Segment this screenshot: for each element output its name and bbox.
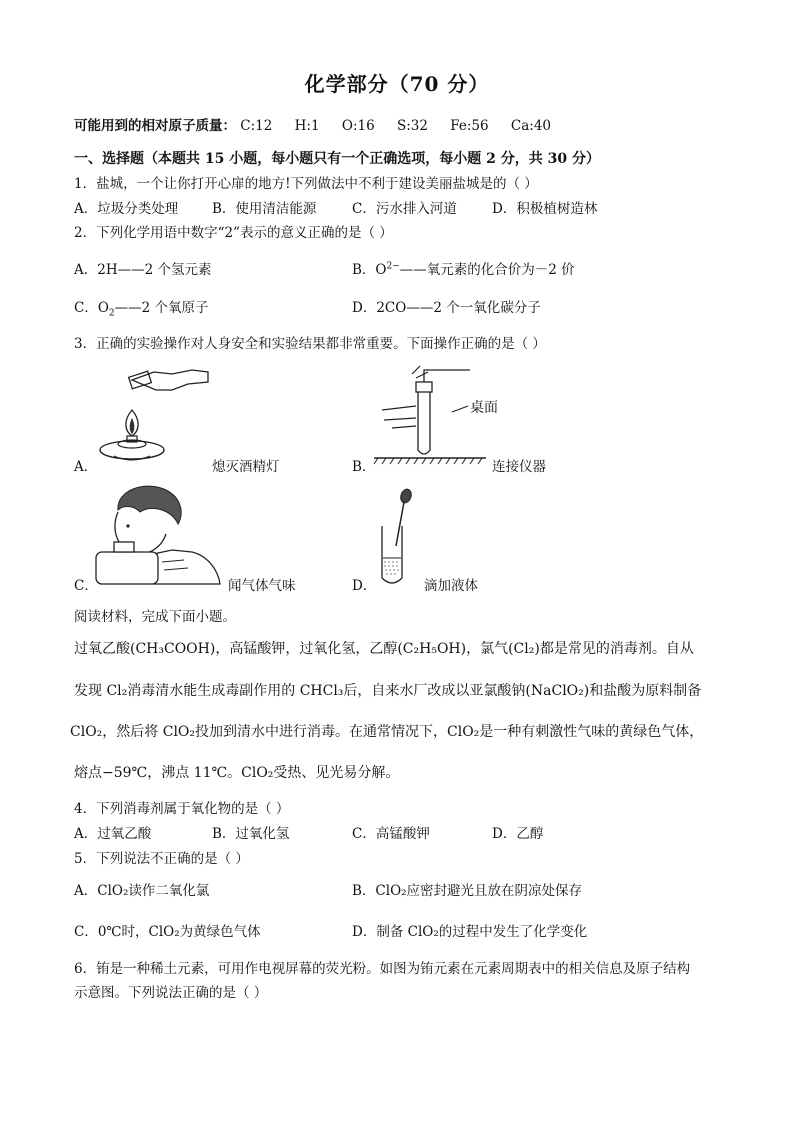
option-formula: B．O bbox=[352, 262, 387, 278]
question-3-option-a-label: 熄灭酒精灯 bbox=[212, 459, 280, 475]
question-3-option-b: B． bbox=[352, 459, 376, 475]
question-5-option-b: B．ClO₂应密封避光且放在阴凉处保存 bbox=[352, 883, 583, 899]
reading-line: ClO₂，然后将 ClO₂投加到清水中进行消毒。在通常情况下，ClO₂是一种有刺激性气味的黄绿色气体， bbox=[70, 724, 704, 740]
question-3-option-a: A． bbox=[74, 459, 98, 475]
question-1-option-b: B．使用清洁能源 bbox=[212, 201, 317, 217]
option-text: ——2 个氧原子 bbox=[114, 300, 209, 316]
question-5-option-d: D．制备 ClO₂的过程中发生了化学变化 bbox=[352, 924, 588, 940]
question-6-stem-line: 示意图。下列说法正确的是（ ） bbox=[74, 985, 268, 1001]
question-4-option-c: C．高锰酸钾 bbox=[352, 826, 430, 842]
alcohol-lamp-illustration bbox=[92, 360, 212, 470]
atomic-mass-label: 可能用到的相对原子质量： bbox=[74, 118, 236, 134]
question-5-option-c: C．0℃时，ClO₂为黄绿色气体 bbox=[74, 924, 261, 940]
atomic-mass-line bbox=[74, 114, 569, 134]
question-2-option-c bbox=[74, 296, 209, 319]
question-1-stem: 1．盐城，一个让你打开心扉的地方!下列做法中不利于建设美丽盐城是的（ ） bbox=[74, 176, 538, 192]
question-1-option-c: C．污水排入河道 bbox=[352, 201, 457, 217]
option-formula: A．2H bbox=[74, 262, 118, 278]
question-1-option-d: D．积极植树造林 bbox=[492, 201, 598, 217]
question-3-stem: 3．正确的实验操作对人身安全和实验结果都非常重要。下面操作正确的是（ ） bbox=[74, 336, 546, 352]
option-text: ——氧元素的化合价为－2 价 bbox=[399, 262, 575, 278]
question-3-option-d: D． bbox=[352, 578, 377, 594]
atomic-mass-item: O:16 bbox=[341, 118, 375, 134]
option-text: ——2 个氢元素 bbox=[117, 262, 212, 278]
question-3-option-d-label: 滴加液体 bbox=[424, 578, 478, 594]
question-2-stem: 2．下列化学用语中数字“2”表示的意义正确的是（ ） bbox=[74, 225, 393, 241]
reading-line: 发现 Cl₂消毒清水能生成毒副作用的 CHCl₃后，自来水厂改成以亚氯酸钠(NaClO₂)和盐酸为原料制备 bbox=[74, 683, 702, 699]
smell-gas-illustration bbox=[92, 480, 232, 586]
atomic-mass-item: H:1 bbox=[294, 118, 320, 134]
question-5-option-a: A．ClO₂读作二氧化氯 bbox=[74, 883, 210, 899]
section-heading: 一、选择题（本题共 15 小题，每小题只有一个正确选项，每小题 2 分，共 30 分） bbox=[74, 151, 600, 167]
question-2-option-b bbox=[352, 258, 575, 278]
reading-line: 熔点−59℃，沸点 11℃。ClO₂受热、见光易分解。 bbox=[74, 765, 400, 781]
reading-line: 过氧乙酸(CH₃COOH)，高锰酸钾，过氧化氢，乙醇(C₂H₅OH)，氯气(Cl₂)都是常见的消毒剂。自从 bbox=[74, 641, 694, 657]
question-4-option-a: A．过氧乙酸 bbox=[74, 826, 152, 842]
atomic-mass-item: Ca:40 bbox=[510, 118, 552, 134]
question-5-stem: 5．下列说法不正确的是（ ） bbox=[74, 851, 249, 867]
reading-intro: 阅读材料，完成下面小题。 bbox=[74, 609, 236, 625]
question-2-option-a bbox=[74, 258, 212, 278]
drop-liquid-illustration bbox=[378, 488, 418, 588]
question-2-option-d bbox=[352, 296, 541, 316]
option-text: ——2 个一氧化碳分子 bbox=[406, 300, 541, 316]
atomic-mass-item: Fe:56 bbox=[450, 118, 489, 134]
question-3-option-c: C． bbox=[74, 578, 98, 594]
atomic-mass-item: C:12 bbox=[240, 118, 273, 134]
question-4-option-b: B．过氧化氢 bbox=[212, 826, 290, 842]
question-1-option-a: A．垃圾分类处理 bbox=[74, 201, 179, 217]
question-4-option-d: D．乙醇 bbox=[492, 826, 544, 842]
question-3-option-b-label: 连接仪器 bbox=[492, 459, 546, 475]
option-formula: C．O bbox=[74, 300, 109, 316]
desk-label: 桌面 bbox=[470, 400, 498, 416]
question-6-stem-line: 6．铕是一种稀土元素，可用作电视屏幕的荧光粉。如图为铕元素在元素周期表中的相关信息及原子结构 bbox=[74, 961, 691, 977]
question-3-option-c-label: 闻气体气味 bbox=[228, 578, 296, 594]
question-4-stem: 4．下列消毒剂属于氧化物的是（ ） bbox=[74, 801, 290, 817]
subscript: 2 bbox=[108, 308, 115, 319]
atomic-mass-item: S:32 bbox=[396, 118, 428, 134]
page-title: 化学部分（70 分） bbox=[304, 72, 490, 96]
option-formula: D．2CO bbox=[352, 300, 407, 316]
superscript: 2− bbox=[386, 261, 400, 272]
